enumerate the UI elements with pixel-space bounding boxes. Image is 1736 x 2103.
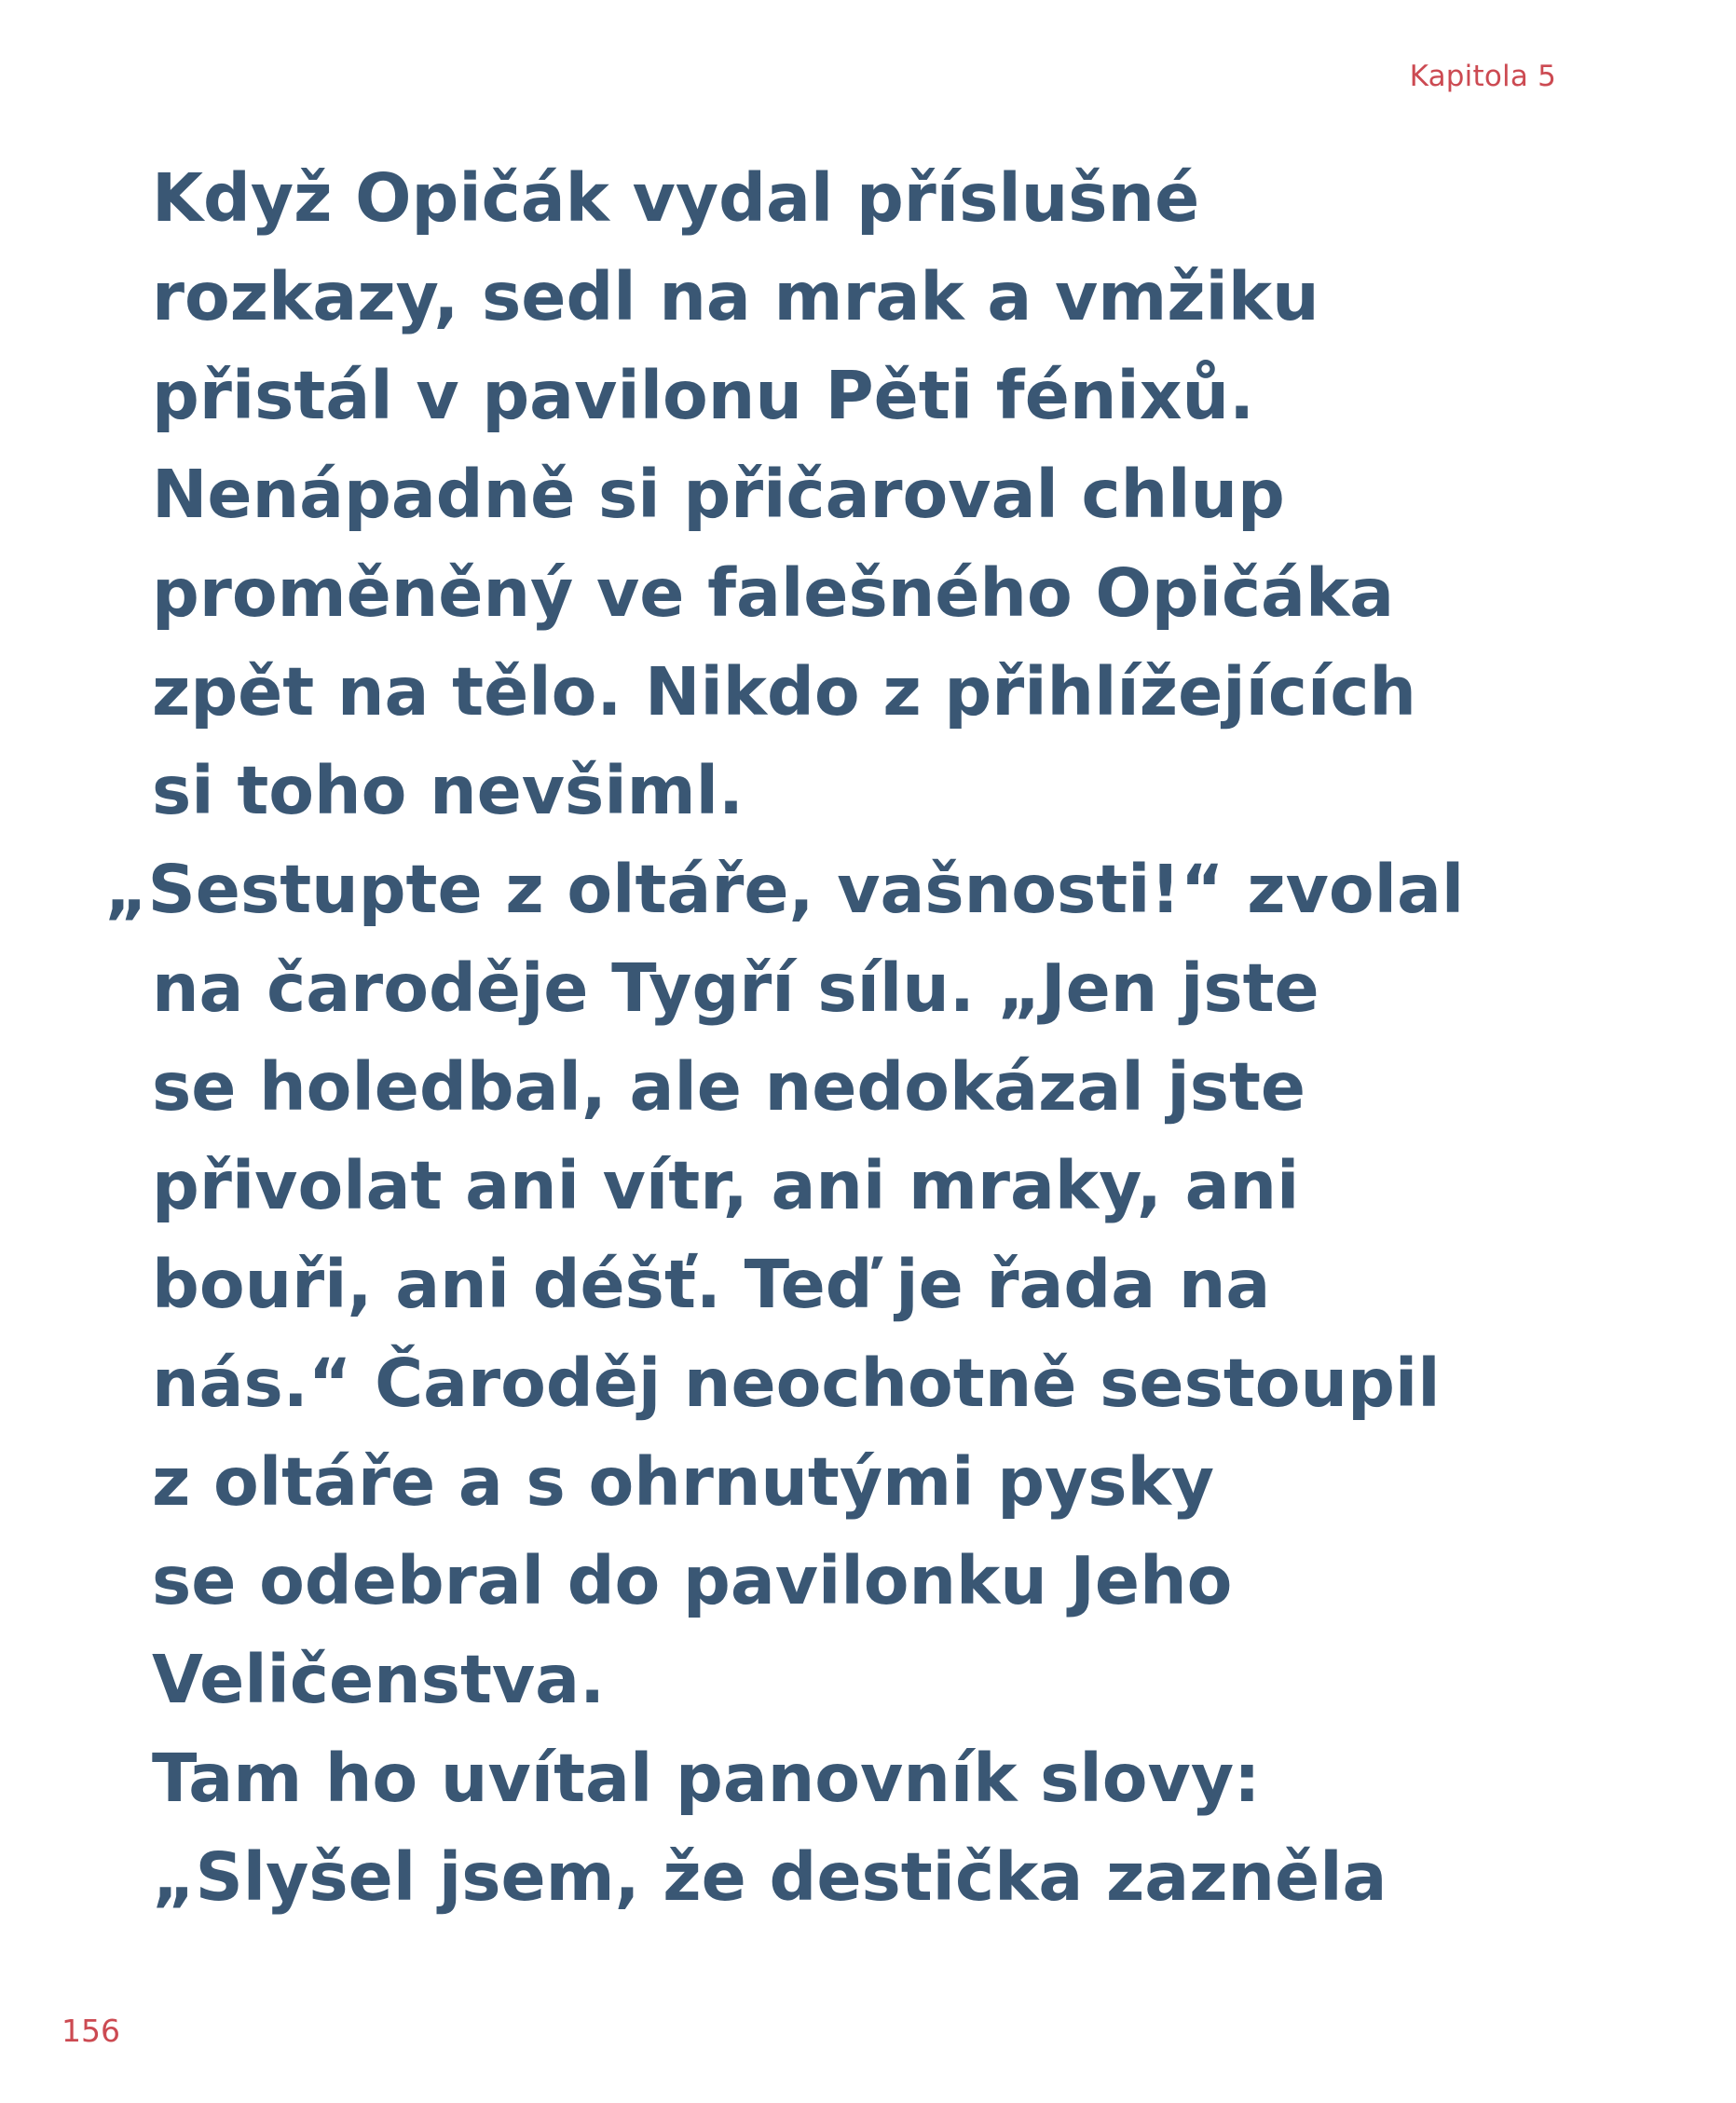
chapter-label: Kapitola 5 — [1409, 60, 1556, 93]
text-line: Tam ho uvítal panovník slovy: — [152, 1740, 1261, 1817]
text-line: nás.“ Čaroděj neochotně sestoupil — [152, 1345, 1441, 1422]
page-number: 156 — [62, 2013, 120, 2049]
text-line: přivolat ani vítr, ani mraky, ani — [152, 1147, 1300, 1224]
text-line: Nenápadně si přičaroval chlup — [152, 456, 1285, 533]
text-line: proměněný ve falešného Opičáka — [152, 554, 1395, 632]
text-line: se holedbal, ale nedokázal jste — [152, 1048, 1306, 1126]
text-line: bouři, ani déšť. Teď je řada na — [152, 1246, 1271, 1323]
text-line: Když Opičák vydal příslušné — [152, 159, 1200, 237]
text-line: „Sestupte z oltáře, vašnosti!“ zvolal — [104, 851, 1465, 928]
text-line: přistál v pavilonu Pěti fénixů. — [152, 357, 1255, 434]
text-line: na čaroděje Tygří sílu. „Jen jste — [152, 949, 1319, 1027]
text-line: se odebral do pavilonku Jeho — [152, 1542, 1233, 1619]
body-text — [104, 149, 1606, 1927]
text-line: „Slyšel jsem, že destička zazněla — [152, 1838, 1387, 1916]
text-line: Veličenstva. — [152, 1641, 606, 1718]
text-line: si toho nevšiml. — [152, 752, 744, 829]
text-line: z oltáře a s ohrnutými pysky — [152, 1443, 1215, 1521]
text-line: rozkazy, sedl na mrak a vmžiku — [152, 258, 1319, 335]
text-line: zpět na tělo. Nikdo z přihlížejících — [152, 653, 1416, 731]
